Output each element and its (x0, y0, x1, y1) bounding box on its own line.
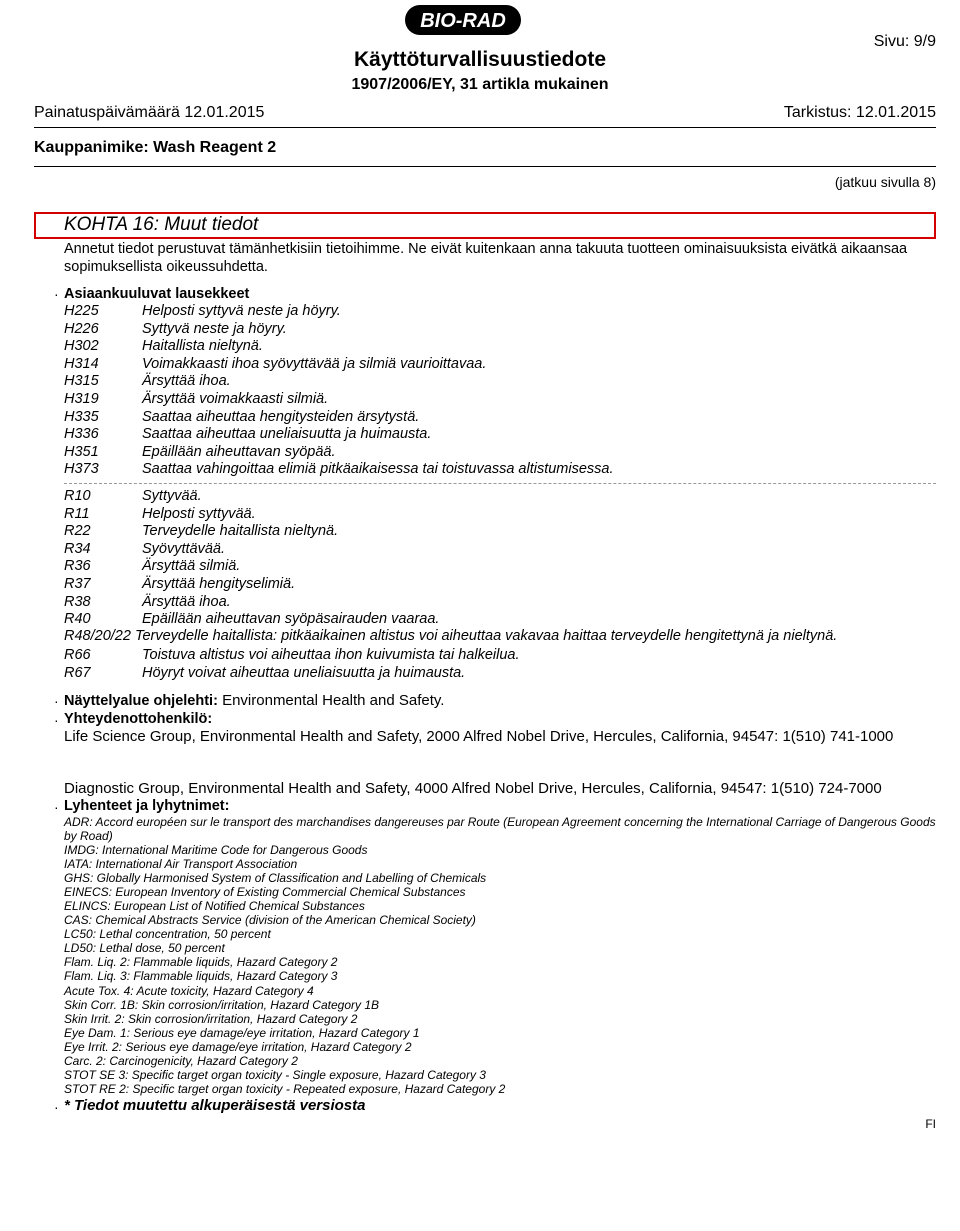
abbreviation-item: GHS: Globally Harmonised System of Classification and Labelling of Chemicals (64, 871, 487, 886)
svg-text:BIO-RAD: BIO-RAD (420, 10, 506, 32)
r-phrase-text: Ärsyttää silmiä. (142, 558, 241, 575)
r-phrase-text: Höyryt voivat aiheuttaa uneliaisuutta ja huimausta. (142, 665, 466, 681)
r-phrase-text: Ärsyttää ihoa. (142, 593, 231, 610)
bullet: · (54, 799, 59, 815)
r-phrase-code: R38 (64, 593, 91, 610)
r-phrase-text: Terveydelle haitallista nieltynä. (142, 523, 339, 540)
h-phrase-code: H351 (64, 443, 99, 460)
abbreviation-item: CAS: Chemical Abstracts Service (division of the American Chemical Society) (64, 913, 476, 928)
h-phrase-code: H314 (64, 355, 99, 372)
r-phrase-code: R22 (64, 523, 91, 540)
phrases-heading: Asiaankuuluvat lausekkeet (64, 286, 250, 302)
h-phrase-text: Saattaa vahingoittaa elimiä pitkäaikaisessa tai toistuvassa altistumisessa. (142, 461, 614, 478)
h-phrase-code: H319 (64, 391, 99, 407)
contact-life-science: Life Science Group, Environmental Health and Safety, 2000 Alfred Nobel Drive, Hercules, California, 94547: 1(510) 741-1000 (64, 728, 894, 745)
issuing-label: Näyttelyalue ohjelehti: (64, 693, 218, 709)
contact-diagnostic: Diagnostic Group, Environmental Health and Safety, 4000 Alfred Nobel Drive, Hercules, California, 94547: 1(510) 724-7000 (64, 780, 882, 797)
abbreviation-item: Eye Irrit. 2: Serious eye damage/eye irritation, Hazard Category 2 (64, 1039, 412, 1054)
r-phrase-code: R40 (64, 611, 91, 628)
bullet: · (54, 712, 59, 728)
r-phrase-code: R67 (64, 665, 91, 681)
h-phrase-text: Ärsyttää ihoa. (142, 373, 231, 390)
h-phrase-code: H336 (64, 426, 99, 443)
h-phrase-text: Voimakkaasti ihoa syövyttävää ja silmiä vaurioittavaa. (142, 355, 487, 372)
r-phrase-code: R11 (64, 505, 90, 522)
r-phrase-code: R37 (64, 576, 91, 592)
document-subtitle: 1907/2006/EY, 31 artikla mukainen (351, 76, 609, 93)
h-phrase-code: H373 (64, 461, 99, 478)
bio-rad-logo (404, 4, 522, 36)
h-phrase-code: H315 (64, 373, 99, 390)
h-phrase-code: H226 (64, 320, 99, 337)
print-date: Painatuspäivämäärä 12.01.2015 (34, 104, 265, 121)
r-phrase-code: R66 (64, 647, 91, 663)
h-phrase-code: H335 (64, 408, 99, 425)
abbreviation-adr: ADR: Accord européen sur le transport des marchandises dangereuses par Route (European Agreement concerning the International Carriage of Dangerous Goods by Road) (64, 815, 936, 843)
r-phrase-text: Ärsyttää hengityselimiä. (142, 576, 296, 592)
bullet: · (54, 693, 59, 709)
r-phrase-text: Toistuva altistus voi aiheuttaa ihon kuivumista tai halkeilua. (142, 647, 520, 663)
divider (34, 166, 936, 167)
abbreviation-item: Eye Dam. 1: Serious eye damage/eye irritation, Hazard Category 1 (64, 1025, 420, 1040)
divider (34, 127, 936, 128)
language-code: FI (925, 1117, 936, 1131)
h-phrase-text: Ärsyttää voimakkaasti silmiä. (142, 391, 329, 407)
abbreviation-item: Skin Corr. 1B: Skin corrosion/irritation, Hazard Category 1B (64, 997, 380, 1012)
abbreviation-item: LD50: Lethal dose, 50 percent (64, 941, 225, 956)
section-intro: Annetut tiedot perustuvat tämänhetkisiin tietoihimme. Ne eivät kuitenkaan anna takuuta tuotteen ominaisuuksista eivätkä aikaansaa sopimuksellista oikeussuhdetta. (64, 241, 908, 275)
revision-date: Tarkistus: 12.01.2015 (783, 104, 936, 121)
h-phrase-text: Saattaa aiheuttaa uneliaisuutta ja huimausta. (142, 426, 432, 443)
abbreviation-item: STOT RE 2: Specific target organ toxicity - Repeated exposure, Hazard Category 2 (64, 1081, 506, 1096)
abbreviation-item: EINECS: European Inventory of Existing Commercial Chemical Substances (64, 885, 466, 900)
r-phrase-text: Syttyvää. (142, 488, 202, 504)
h-phrase-text: Epäillään aiheuttavan syöpää. (142, 443, 336, 460)
r-phrase-code: R36 (64, 558, 91, 575)
r-phrase-code: R10 (64, 488, 91, 504)
abbreviation-item: Acute Tox. 4: Acute toxicity, Hazard Category 4 (64, 983, 314, 998)
abbreviation-item: IATA: International Air Transport Association (64, 857, 298, 872)
trade-name: Kauppanimike: Wash Reagent 2 (34, 139, 277, 156)
document-title: Käyttöturvallisuustiedote (353, 48, 607, 71)
bullet: · (54, 286, 59, 302)
dashed-divider (64, 483, 936, 484)
issuing-department (64, 692, 444, 709)
r-phrase-text: Epäillään aiheuttavan syöpäsairauden vaaraa. (142, 611, 440, 628)
page-number: Sivu: 9/9 (873, 33, 936, 50)
h-phrase-text: Haitallista nieltynä. (142, 338, 263, 355)
h-phrase-text: Helposti syttyvä neste ja höyry. (142, 303, 341, 319)
abbreviation-item: Skin Irrit. 2: Skin corrosion/irritation, Hazard Category 2 (64, 1011, 358, 1026)
abbreviations-heading: Lyhenteet ja lyhytnimet: (64, 798, 230, 814)
abbreviation-item: IMDG: International Maritime Code for Dangerous Goods (64, 843, 368, 857)
h-phrase-code: H225 (64, 303, 99, 319)
changes-note: * Tiedot muutettu alkuperäisestä versiosta (64, 1097, 366, 1114)
r-phrase-text: Helposti syttyvää. (142, 505, 256, 522)
continued-note: (jatkuu sivulla 8) (834, 174, 936, 190)
h-phrase-code: H302 (64, 338, 99, 355)
section-title: KOHTA 16: Muut tiedot (64, 214, 259, 235)
r-phrase-text: Syövyttävää. (142, 540, 226, 557)
contact-heading: Yhteydenottohenkilö: (64, 711, 213, 727)
h-phrase-text: Saattaa aiheuttaa hengitysteiden ärsytystä. (142, 408, 420, 425)
abbreviation-item: Flam. Liq. 2: Flammable liquids, Hazard Category 2 (64, 955, 338, 970)
h-phrase-text: Syttyvä neste ja höyry. (142, 320, 287, 337)
abbreviation-item: Carc. 2: Carcinogenicity, Hazard Category 2 (64, 1053, 298, 1068)
r-phrase-r48: R48/20/22 Terveydelle haitallista: pitkäaikainen altistus voi aiheuttaa vakavaa haittaa terveydelle hengitettynä ja nieltynä. (64, 628, 838, 644)
abbreviation-item: LC50: Lethal concentration, 50 percent (64, 927, 271, 942)
r-phrase-code: R34 (64, 540, 91, 557)
abbreviation-item: STOT SE 3: Specific target organ toxicity - Single exposure, Hazard Category 3 (64, 1067, 486, 1082)
abbreviation-item: ELINCS: European List of Notified Chemical Substances (64, 899, 365, 914)
issuing-value: Environmental Health and Safety. (222, 692, 445, 709)
abbreviation-item: Flam. Liq. 3: Flammable liquids, Hazard Category 3 (64, 969, 338, 984)
bullet: · (54, 1099, 59, 1115)
